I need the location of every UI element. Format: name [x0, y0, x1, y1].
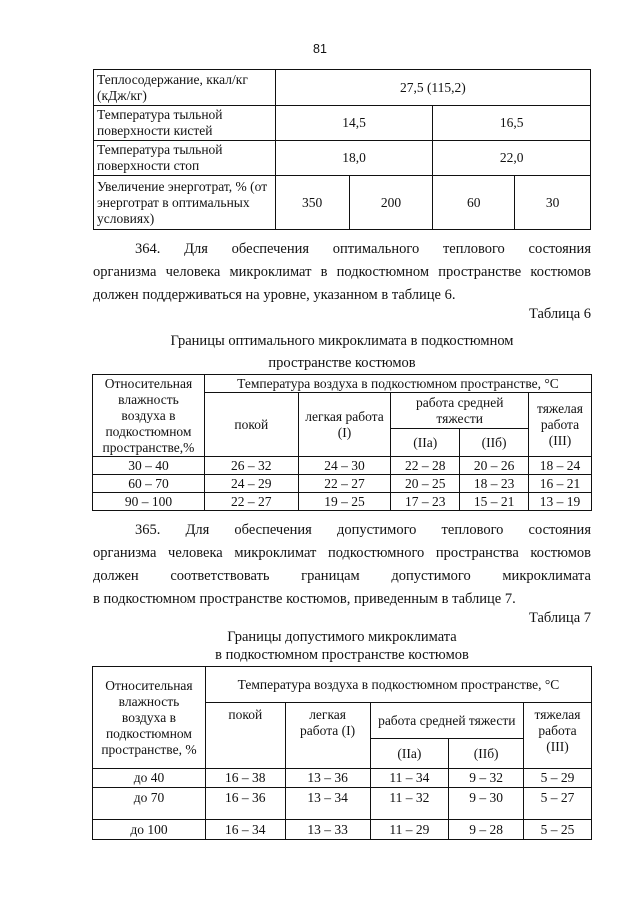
table-cell: 350 — [275, 176, 349, 230]
table-cell: 27,5 (115,2) — [275, 70, 590, 106]
table-cell: 22 – 27 — [204, 493, 298, 511]
header-medium-b: (IIб) — [449, 739, 524, 769]
table-cell: до 100 — [93, 820, 206, 840]
table-cell: 15 – 21 — [460, 493, 529, 511]
table-row — [93, 788, 592, 820]
table-cell: 17 – 23 — [391, 493, 460, 511]
paragraph-line: 365. Для обеспечения допустимого теплового состояния — [135, 522, 591, 538]
table-cell: 30 – 40 — [93, 457, 205, 475]
table-6-label: Таблица 6 — [528, 306, 591, 322]
table-cell: 60 – 70 — [93, 475, 205, 493]
table-header-row — [93, 375, 592, 393]
table-row — [94, 70, 591, 106]
page-number: 81 — [313, 42, 327, 56]
header-medium-b: (IIб) — [460, 429, 529, 457]
table-title-line: пространстве костюмов — [268, 355, 416, 371]
table-row — [93, 475, 592, 493]
table-row — [93, 457, 592, 475]
table-cell: до 40 — [93, 769, 206, 788]
header-rest: покой — [204, 393, 298, 457]
header-medium: работа средней тяжести — [370, 703, 524, 739]
table-cell: 9 – 32 — [449, 769, 524, 788]
table-cell: 9 – 30 — [449, 788, 524, 820]
paragraph-364 — [93, 238, 591, 307]
table-title-line: Границы оптимального микроклимата в подкостюмном — [170, 333, 514, 349]
table-cell: 13 – 33 — [285, 820, 370, 840]
table-cell: 22 – 28 — [391, 457, 460, 475]
table-cell: 11 – 29 — [370, 820, 449, 840]
table-cell: 22,0 — [433, 141, 591, 176]
paragraph-365 — [93, 519, 591, 611]
header-light: легкая работа (I) — [298, 393, 391, 457]
header-heavy: тяжелая работа (III) — [524, 703, 592, 769]
header-humidity: Относительная влажность воздуха в подкостюмном пространстве, % — [93, 667, 206, 769]
table-row — [93, 769, 592, 788]
table-cell: 5 – 29 — [524, 769, 592, 788]
table-cell-label: Температура тыльной поверхности кистей — [94, 106, 276, 141]
paragraph-line: 364. Для обеспечения оптимального теплового состояния — [135, 241, 591, 257]
table-row — [94, 141, 591, 176]
header-humidity: Относительная влажность воздуха в подкостюмном пространстве,% — [93, 375, 205, 457]
header-temperature: Температура воздуха в подкостюмном пространстве, °С — [204, 375, 591, 393]
table-cell: 60 — [433, 176, 515, 230]
table-cell: 20 – 25 — [391, 475, 460, 493]
table-row — [93, 820, 592, 840]
header-heavy: тяжелая работа (III) — [529, 393, 592, 457]
table-cell: 11 – 32 — [370, 788, 449, 820]
table-row — [94, 106, 591, 141]
table-cell-label: Температура тыльной поверхности стоп — [94, 141, 276, 176]
table-cell: 22 – 27 — [298, 475, 391, 493]
table-cell: 13 – 34 — [285, 788, 370, 820]
table-cell: 5 – 27 — [524, 788, 592, 820]
table-cell-label: Теплосодержание, ккал/кг (кДж/кг) — [94, 70, 276, 106]
table-cell: 18 – 24 — [529, 457, 592, 475]
table-7-label: Таблица 7 — [528, 610, 591, 626]
table-cell: 13 – 36 — [285, 769, 370, 788]
header-medium: работа средней тяжести — [391, 393, 529, 429]
paragraph-line: должен поддерживаться на уровне, указанном в таблице 6. — [93, 287, 456, 303]
header-medium-a: (IIа) — [391, 429, 460, 457]
header-temperature: Температура воздуха в подкостюмном пространстве, °С — [205, 667, 591, 703]
table-cell: 26 – 32 — [204, 457, 298, 475]
table-cell: 9 – 28 — [449, 820, 524, 840]
table-row — [93, 493, 592, 511]
table-6 — [92, 374, 592, 511]
table-7-title — [93, 628, 591, 664]
table-cell: 16,5 — [433, 106, 591, 141]
table-cell: 16 – 36 — [205, 788, 285, 820]
table-5-continuation — [93, 69, 591, 230]
header-medium-a: (IIа) — [370, 739, 449, 769]
header-rest: покой — [205, 703, 285, 769]
table-cell: 24 – 30 — [298, 457, 391, 475]
table-cell: 16 – 21 — [529, 475, 592, 493]
table-7 — [92, 666, 592, 840]
table-cell: 13 – 19 — [529, 493, 592, 511]
table-cell: 200 — [349, 176, 433, 230]
table-cell: 18 – 23 — [460, 475, 529, 493]
table-cell: 90 – 100 — [93, 493, 205, 511]
table-title-line: Границы допустимого микроклимата — [227, 629, 457, 645]
table-cell: 19 – 25 — [298, 493, 391, 511]
table-title-line: в подкостюмном пространстве костюмов — [215, 647, 469, 663]
table-cell: 16 – 38 — [205, 769, 285, 788]
table-row — [94, 176, 591, 230]
table-header-row — [93, 667, 592, 703]
table-cell: до 70 — [93, 788, 206, 820]
table-cell: 16 – 34 — [205, 820, 285, 840]
table-6-title — [93, 330, 591, 374]
table-cell-label: Увеличение энерготрат, % (от энерготрат в оптимальных условиях) — [94, 176, 276, 230]
paragraph-line: организма человека микроклимат подкостюмного пространства костюмов — [93, 545, 591, 561]
paragraph-line: должен соответствовать границам допустимого микроклимата — [93, 568, 591, 584]
table-cell: 18,0 — [275, 141, 433, 176]
table-cell: 30 — [515, 176, 591, 230]
header-light: легкая работа (I) — [285, 703, 370, 769]
table-cell: 11 – 34 — [370, 769, 449, 788]
table-cell: 20 – 26 — [460, 457, 529, 475]
table-cell: 14,5 — [275, 106, 433, 141]
table-cell: 5 – 25 — [524, 820, 592, 840]
paragraph-line: организма человека микроклимат в подкостюмном пространстве костюмов — [93, 264, 591, 280]
table-cell: 24 – 29 — [204, 475, 298, 493]
paragraph-line: в подкостюмном пространстве костюмов, приведенным в таблице 7. — [93, 591, 516, 607]
